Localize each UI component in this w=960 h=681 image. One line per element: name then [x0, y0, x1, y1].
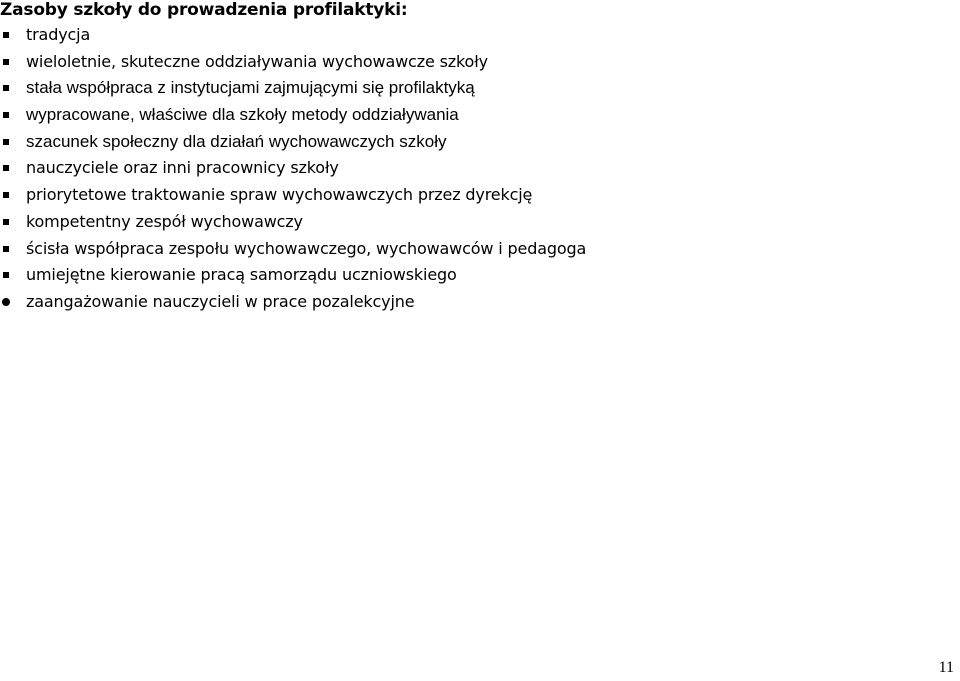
- list-item-text: umiejętne kierowanie pracą samorządu uczniowskiego: [26, 265, 457, 285]
- list-item-text: wypracowane, właściwe dla szkoły metody oddziaływania: [26, 105, 459, 125]
- square-bullet-icon: [3, 139, 9, 145]
- square-bullet-icon: [3, 85, 9, 91]
- list-item-text: ścisła współpraca zespołu wychowawczego, wychowawców i pedagoga: [26, 238, 587, 258]
- square-bullet-icon: [3, 112, 9, 118]
- list-item-text: kompetentny zespół wychowawczy: [26, 211, 303, 231]
- list-item-text: priorytetowe traktowanie spraw wychowawczych przez dyrekcję: [26, 185, 533, 205]
- list-item-text: nauczyciele oraz inni pracownicy szkoły: [26, 158, 339, 178]
- list-item-text: zaangażowanie nauczycieli w prace pozalekcyjne: [26, 291, 415, 311]
- document-heading: Zasoby szkoły do prowadzenia profilaktyki:: [0, 0, 408, 20]
- list-item-text: wieloletnie, skuteczne oddziaływania wychowawcze szkoły: [26, 51, 488, 71]
- list-item-text: tradycja: [26, 25, 91, 44]
- square-bullet-icon: [3, 272, 9, 278]
- page-number: 11: [938, 659, 954, 676]
- square-bullet-icon: [3, 32, 9, 38]
- square-bullet-icon: [3, 219, 9, 225]
- list-item-text: stała współpraca z instytucjami zajmującymi się profilaktyką: [26, 78, 475, 98]
- square-bullet-icon: [3, 165, 9, 171]
- square-bullet-icon: [3, 192, 9, 198]
- square-bullet-icon: [3, 246, 9, 252]
- round-bullet-icon: [2, 298, 10, 306]
- list-item-text: szacunek społeczny dla działań wychowawczych szkoły: [26, 131, 447, 151]
- square-bullet-icon: [3, 59, 9, 65]
